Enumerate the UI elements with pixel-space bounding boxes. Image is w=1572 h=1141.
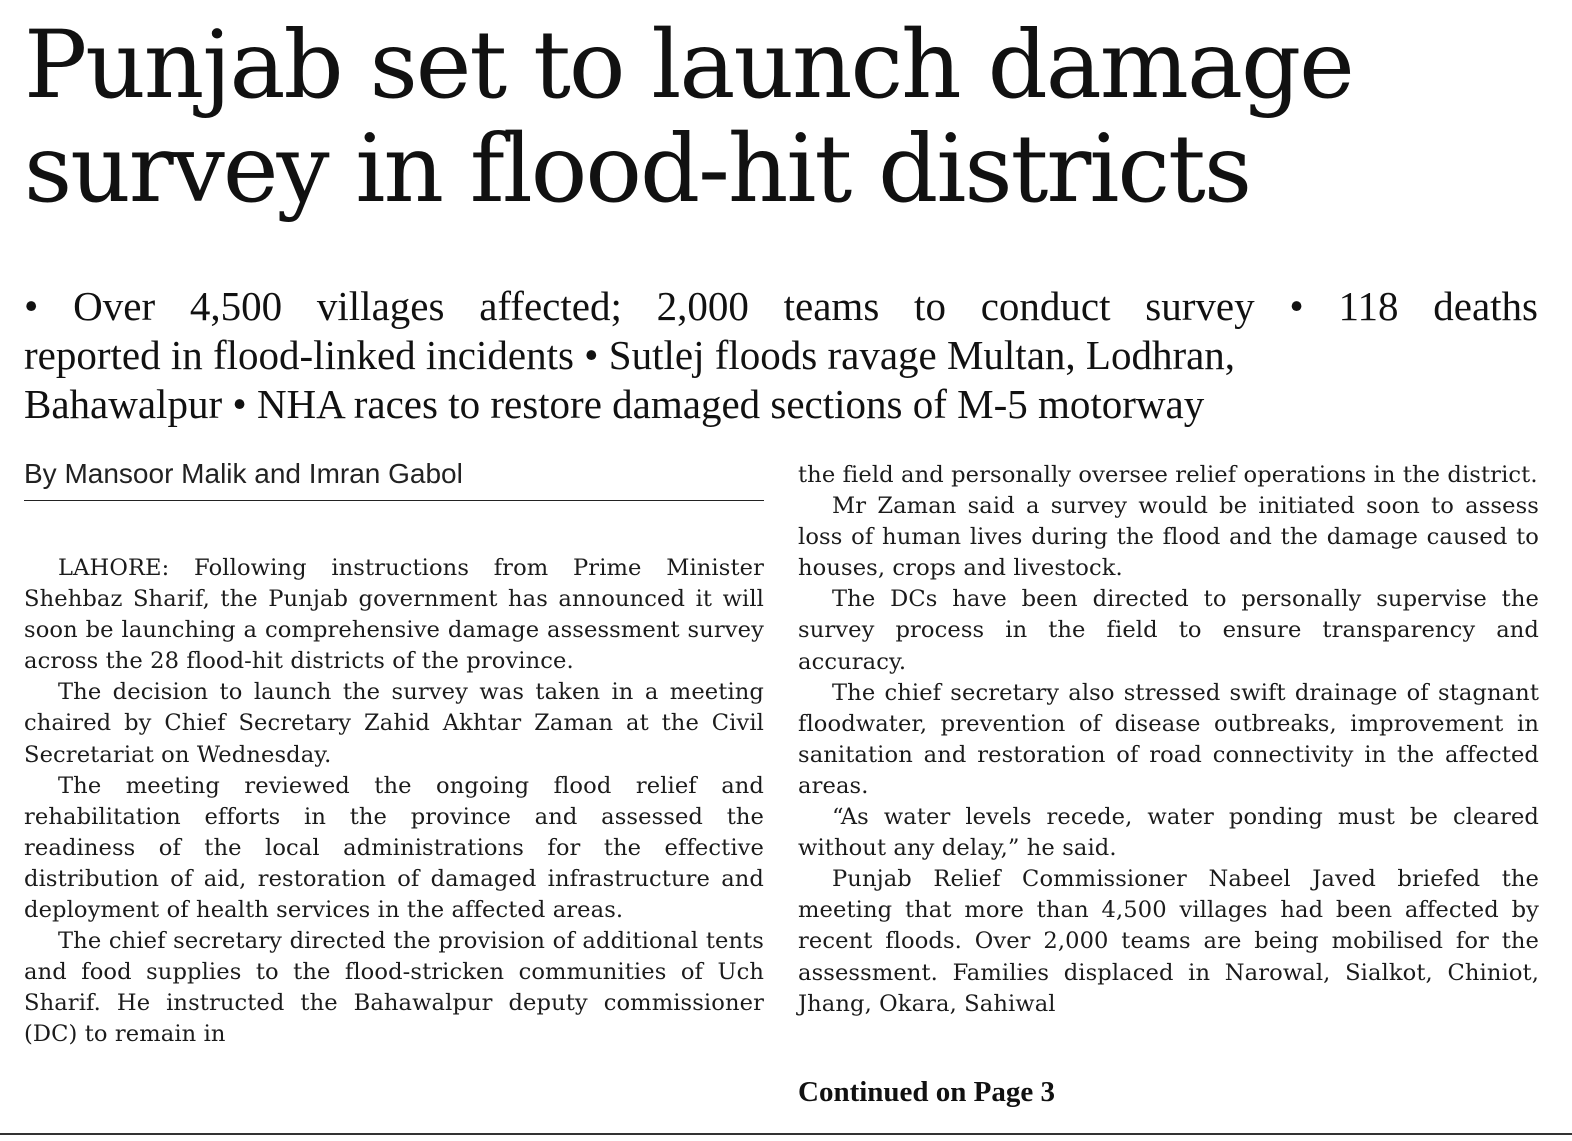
subheadline-deck — [24, 282, 1554, 429]
paragraph: The decision to launch the survey was taken in a meeting chaired by Chief Secretary Zahid Akhtar Zaman at the Civil Secretariat on Wednesday. — [24, 679, 764, 768]
paragraph: “As water levels recede, water ponding must be cleared without any delay,” he said. — [798, 804, 1539, 862]
deck-line-3: Bahawalpur • NHA races to restore damaged sections of M-5 motorway — [24, 381, 1205, 427]
paragraph: the field and personally oversee relief operations in the district. — [798, 462, 1538, 488]
paragraph: The chief secretary also stressed swift drainage of stagnant floodwater, prevention of disease outbreaks, improvement in sanitation and restoration of road connectivity in the affected areas. — [798, 679, 1539, 799]
article-column-2 — [798, 460, 1539, 1020]
paragraph: LAHORE: Following instructions from Prime Minister Shehbaz Sharif, the Punjab government has announced it will soon be launching a comprehensive damage assessment survey across the 28 flood-hit districts of the province. — [24, 555, 764, 675]
paragraph: The chief secretary directed the provision of additional tents and food supplies to the flood-stricken communities of Uch Sharif. He instructed the Bahawalpur deputy commissioner (DC) to remain in — [24, 928, 764, 1048]
article-column-1 — [24, 553, 764, 1051]
paragraph: Mr Zaman said a survey would be initiated soon to assess loss of human lives during the flood and the damage caused to houses, crops and livestock. — [798, 493, 1539, 582]
deck-line-1: • Over 4,500 villages affected; 2,000 teams to conduct survey • 118 deaths — [24, 283, 1538, 329]
headline — [24, 11, 1560, 224]
bottom-rule — [0, 1133, 1572, 1135]
deck-line-2: reported in flood-linked incidents • Sutlej floods ravage Multan, Lodhran, — [24, 332, 1236, 378]
continued-on-page-link: Continued on Page 3 — [798, 1076, 1056, 1108]
headline-line-2: survey in flood-hit districts — [24, 115, 1251, 224]
paragraph: The meeting reviewed the ongoing flood relief and rehabilitation efforts in the province and assessed the readiness of the local administrations for the effective distribution of aid, restoration of damaged infrastructure and deployment of health services in the affected areas. — [24, 772, 764, 924]
byline: By Mansoor Malik and Imran Gabol — [24, 456, 764, 501]
paragraph: Punjab Relief Commissioner Nabeel Javed briefed the meeting that more than 4,500 villages had been affected by recent floods. Over 2,000 teams are being mobilised for the assessment. Families displaced in Narowal, Sialkot, Chiniot, Jhang, Okara, Sahiwal — [798, 866, 1539, 1017]
headline-line-1: Punjab set to launch damage — [24, 11, 1353, 120]
paragraph: The DCs have been directed to personally supervise the survey process in the field to ensure transparency and accuracy. — [798, 586, 1539, 675]
